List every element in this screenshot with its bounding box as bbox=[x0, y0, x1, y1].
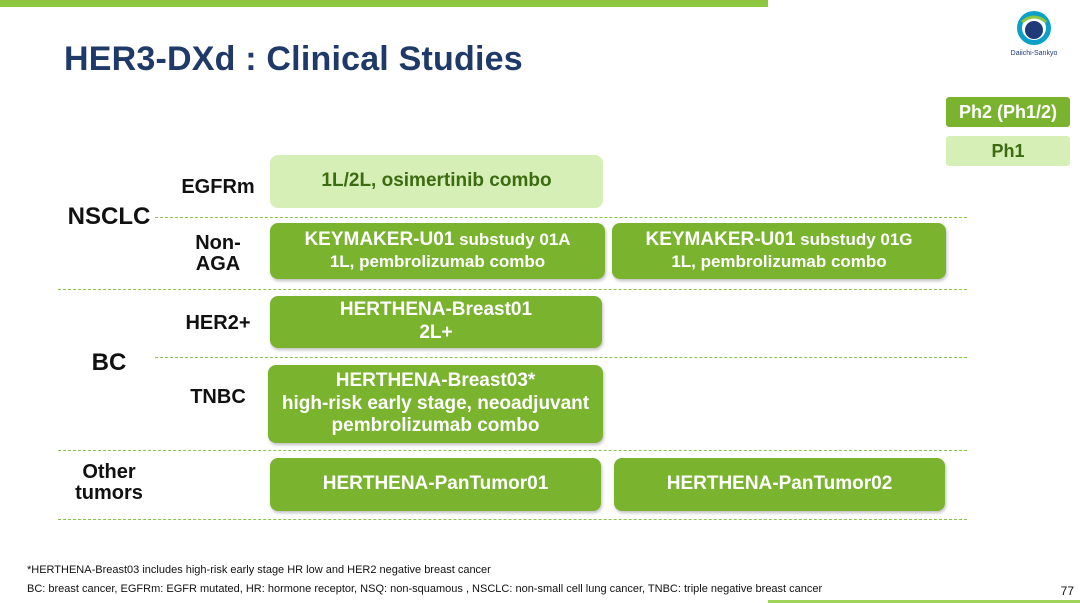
footnote-abbreviations: BC: breast cancer, EGFRm: EGFR mutated, HR: hormone receptor, NSQ: non-squamous , NSCLC: non-small cell lung cancer, TNBC: triple negative breast cancer bbox=[27, 583, 823, 595]
subcategory-tnbc: TNBC bbox=[190, 386, 246, 408]
study-breast03-line1: HERTHENA-Breast03* bbox=[335, 369, 536, 391]
separator-egfrm bbox=[155, 217, 967, 218]
category-nsclc: NSCLC bbox=[67, 203, 151, 230]
legend-ph1: Ph1 bbox=[946, 136, 1070, 166]
study-egfrm-line1: 1L/2L, osimertinib combo bbox=[321, 170, 552, 192]
study-keymaker-01g-name: KEYMAKER-U01 bbox=[645, 229, 796, 251]
logo-mark-icon bbox=[1006, 8, 1062, 50]
study-pantumor01-line1: HERTHENA-PanTumor01 bbox=[322, 473, 549, 495]
subcategory-non-aga-line1: Non- bbox=[195, 232, 241, 254]
study-breast03-line2: high-risk early stage, neoadjuvant bbox=[281, 392, 590, 414]
page-number: 77 bbox=[1060, 584, 1074, 598]
study-breast01-line2: 2L+ bbox=[419, 322, 453, 343]
subcategory-non-aga-line2: AGA bbox=[195, 253, 241, 275]
category-other-tumors bbox=[58, 462, 160, 504]
footnote-breast03: *HERTHENA-Breast03 includes high-risk early stage HR low and HER2 negative breast cancer bbox=[27, 564, 491, 576]
study-herthena-pantumor02 bbox=[614, 458, 945, 511]
study-herthena-breast03 bbox=[268, 365, 603, 443]
study-breast03-line3: pembrolizumab combo bbox=[331, 415, 540, 437]
subcategory-non-aga bbox=[168, 233, 268, 275]
study-keymaker-01g-line2: 1L, pembrolizumab combo bbox=[671, 252, 887, 272]
study-keymaker-01a-line2: 1L, pembrolizumab combo bbox=[329, 252, 546, 272]
study-keymaker-01a-name: KEYMAKER-U01 bbox=[304, 229, 455, 251]
separator-nsclc bbox=[58, 289, 967, 290]
study-breast01-line1: HERTHENA-Breast01 bbox=[339, 299, 533, 321]
separator-other bbox=[58, 519, 967, 520]
separator-her2 bbox=[155, 357, 967, 358]
daiichi-sankyo-logo bbox=[1006, 8, 1062, 60]
category-other-line2: tumors bbox=[75, 482, 143, 504]
study-herthena-pantumor01 bbox=[270, 458, 601, 511]
study-keymaker-01a-substudy: substudy 01A bbox=[454, 230, 571, 250]
separator-bc bbox=[58, 450, 967, 451]
page-title: HER3-DXd : Clinical Studies bbox=[64, 40, 523, 78]
study-herthena-breast01 bbox=[270, 296, 602, 348]
logo-text: Daiichi-Sankyo bbox=[1010, 50, 1058, 57]
study-keymaker-01g bbox=[612, 223, 946, 279]
study-egfrm-osimertinib bbox=[270, 155, 603, 208]
study-pantumor02-line1: HERTHENA-PanTumor02 bbox=[666, 473, 893, 495]
legend-ph2: Ph2 (Ph1/2) bbox=[946, 97, 1070, 127]
subcategory-egfrm: EGFRm bbox=[181, 176, 255, 198]
study-keymaker-01g-substudy: substudy 01G bbox=[795, 230, 913, 250]
category-bc: BC bbox=[91, 349, 127, 376]
study-keymaker-01a bbox=[270, 223, 605, 279]
top-accent-bar bbox=[0, 0, 768, 7]
category-other-line1: Other bbox=[82, 461, 136, 483]
subcategory-her2: HER2+ bbox=[185, 312, 251, 334]
